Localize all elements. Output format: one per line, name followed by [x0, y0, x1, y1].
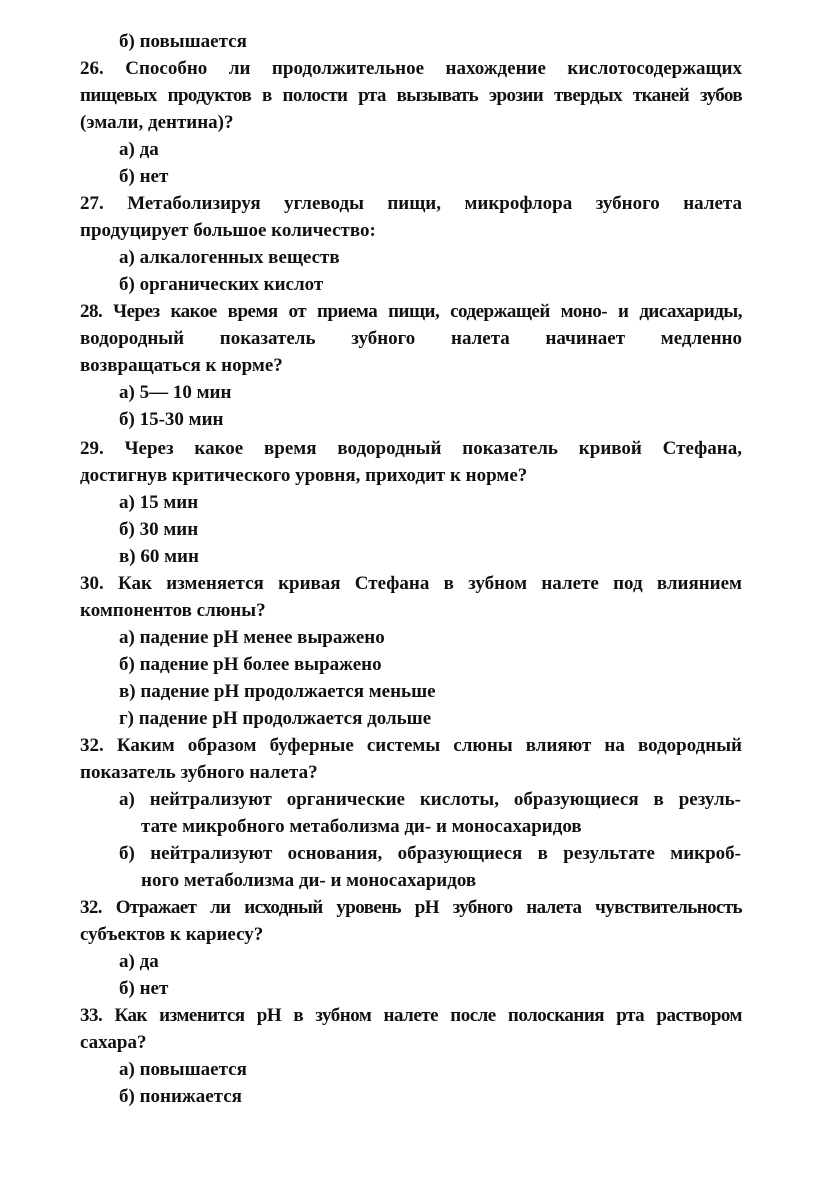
- answer-option: б) нейтрализуют основания, образующиеся в результате микроб-: [119, 843, 741, 864]
- question-29-text: 29. Через какое время водородный показатель кривой Стефана,: [80, 438, 742, 459]
- answer-option-continuation: тате микробного метаболизма ди- и моносахаридов: [141, 816, 582, 837]
- answer-option: а) падение pH менее выражено: [119, 627, 385, 648]
- question-26-text: (эмали, дентина)?: [80, 112, 234, 133]
- question-28-text: возвращаться к норме?: [80, 355, 283, 376]
- question-32-text: показатель зубного налета?: [80, 762, 318, 783]
- answer-option-continuation: ного метаболизма ди- и моносахаридов: [141, 870, 477, 891]
- question-32b-text: 32. Отражает ли исходный уровень pH зубного налета чувствительность: [80, 897, 742, 918]
- answer-option: в) падение pH продолжается меньше: [119, 681, 436, 702]
- answer-option: б) понижается: [119, 1086, 242, 1107]
- answer-option: б) повышается: [119, 31, 247, 52]
- question-28-text: водородный показатель зубного налета начинает медленно: [80, 328, 742, 349]
- question-33-text: 33. Как изменится pH в зубном налете после полоскания рта раствором: [80, 1005, 742, 1026]
- answer-option: в) 60 мин: [119, 546, 199, 567]
- answer-option: г) падение pH продолжается дольше: [119, 708, 432, 729]
- answer-option: а) 5— 10 мин: [119, 382, 232, 403]
- question-26-text: пищевых продуктов в полости рта вызывать эрозии твердых тканей зубов: [80, 85, 742, 106]
- question-27-text: 27. Метаболизируя углеводы пищи, микрофлора зубного налета: [80, 193, 742, 214]
- answer-option: а) да: [119, 139, 159, 160]
- question-32-text: 32. Каким образом буферные системы слюны влияют на водородный: [80, 735, 742, 756]
- answer-option: а) да: [119, 951, 159, 972]
- answer-option: а) 15 мин: [119, 492, 199, 513]
- question-29-text: достигнув критического уровня, приходит к норме?: [80, 465, 528, 486]
- question-26-text: 26. Способно ли продолжительное нахождение кислотосодержащих: [80, 58, 742, 79]
- answer-option: б) падение pH более выражено: [119, 654, 382, 675]
- answer-option: б) органических кислот: [119, 274, 324, 295]
- answer-option: а) повышается: [119, 1059, 247, 1080]
- answer-option: б) нет: [119, 166, 169, 187]
- answer-option: б) 30 мин: [119, 519, 199, 540]
- answer-option: а) нейтрализуют органические кислоты, образующиеся в резуль-: [119, 789, 741, 810]
- question-32b-text: субъектов к кариесу?: [80, 924, 264, 945]
- answer-option: б) 15-30 мин: [119, 409, 224, 430]
- question-28-text: 28. Через какое время от приема пищи, содержащей моно- и дисахариды,: [80, 301, 742, 322]
- answer-option: а) алкалогенных веществ: [119, 247, 340, 268]
- question-27-text: продуцирует большое количество:: [80, 220, 376, 241]
- question-33-text: сахара?: [80, 1032, 147, 1053]
- answer-option: б) нет: [119, 978, 169, 999]
- question-30-text: компонентов слюны?: [80, 600, 266, 621]
- question-30-text: 30. Как изменяется кривая Стефана в зубном налете под влиянием: [80, 573, 742, 594]
